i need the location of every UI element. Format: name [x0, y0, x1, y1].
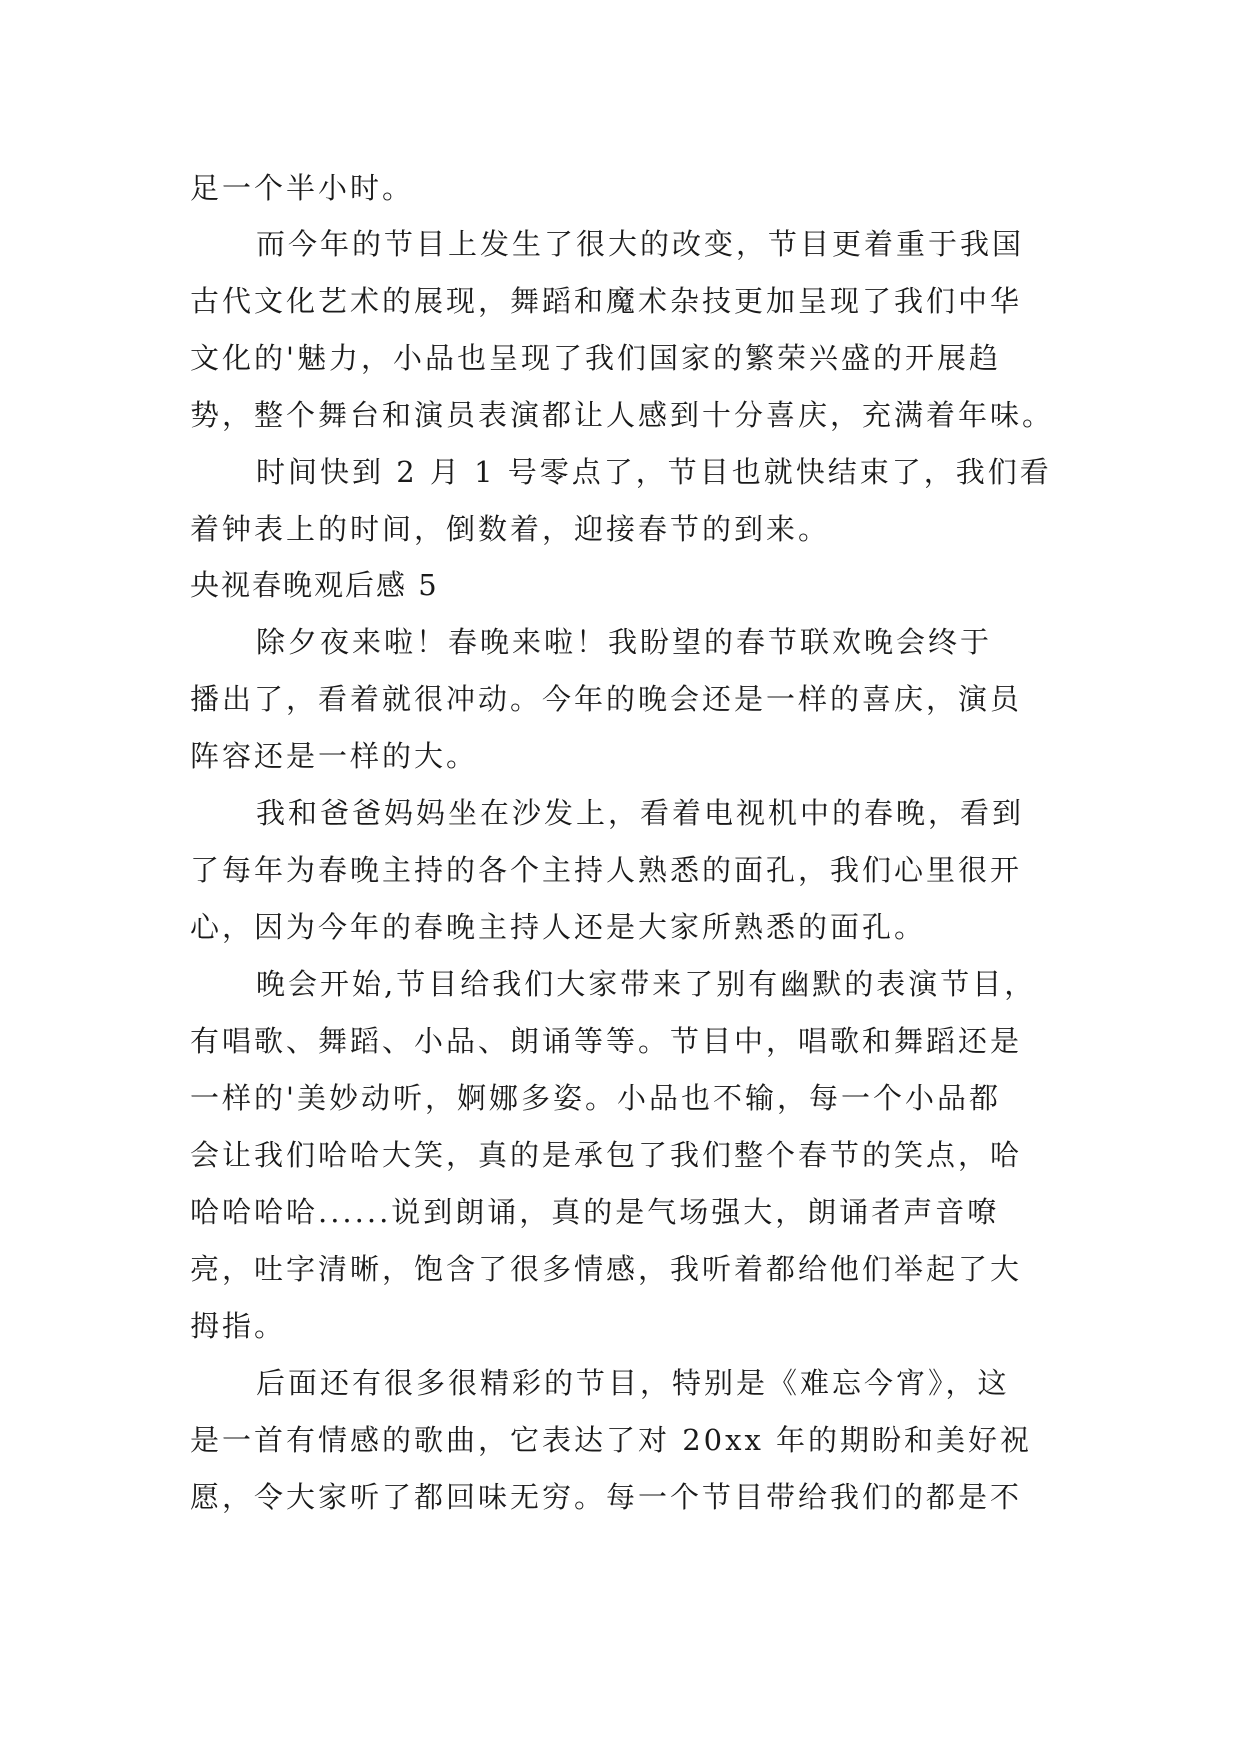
paragraph-first-line: 时间快到 2 月 1 号零点了，节目也就快结束了，我们看 — [256, 455, 1052, 489]
text-line: 拇指。 — [190, 1309, 287, 1343]
text-line: 了每年为春晚主持的各个主持人熟悉的面孔，我们心里很开 — [190, 853, 1023, 887]
text-line: 会让我们哈哈大笑，真的是承包了我们整个春节的笑点，哈 — [190, 1138, 1023, 1172]
paragraph-first-line: 除夕夜来啦！春晚来啦！我盼望的春节联欢晚会终于 — [256, 625, 993, 659]
text-line: 亮，吐字清晰，饱含了很多情感，我听着都给他们举起了大 — [190, 1252, 1023, 1286]
text-line: 文化的'魅力，小品也呈现了我们国家的繁荣兴盛的开展趋 — [190, 341, 1001, 375]
text-line: 足一个半小时。 — [190, 171, 415, 205]
text-line: 愿，令大家听了都回味无穷。每一个节目带给我们的都是不 — [190, 1480, 1023, 1514]
text-line: 心，因为今年的春晚主持人还是大家所熟悉的面孔。 — [190, 910, 927, 944]
paragraph-first-line: 晚会开始,节目给我们大家带来了别有幽默的表演节目， — [256, 967, 1037, 1001]
text-line: 一样的'美妙动听，婀娜多姿。小品也不输，每一个小品都 — [190, 1081, 1001, 1115]
text-line: 阵容还是一样的大。 — [190, 739, 479, 773]
text-line: 有唱歌、舞蹈、小品、朗诵等等。节目中，唱歌和舞蹈还是 — [190, 1024, 1023, 1058]
text-line: 是一首有情感的歌曲，它表达了对 20xx 年的期盼和美好祝 — [190, 1423, 1033, 1457]
paragraph-first-line: 而今年的节目上发生了很大的改变，节目更着重于我国 — [256, 227, 1025, 261]
text-line: 古代文化艺术的展现，舞蹈和魔术杂技更加呈现了我们中华 — [190, 284, 1023, 318]
text-line: 哈哈哈哈......说到朗诵，真的是气场强大，朗诵者声音嘹 — [190, 1195, 1000, 1229]
paragraph-first-line: 我和爸爸妈妈坐在沙发上，看着电视机中的春晚，看到 — [256, 796, 1025, 830]
text-line: 播出了，看着就很冲动。今年的晚会还是一样的喜庆，演员 — [190, 682, 1023, 716]
section-heading: 央视春晚观后感 5 — [190, 568, 439, 602]
paragraph-first-line: 后面还有很多很精彩的节目，特别是《难忘今宵》，这 — [256, 1366, 1010, 1400]
text-line: 势，整个舞台和演员表演都让人感到十分喜庆，充满着年味。 — [190, 398, 1055, 432]
text-line: 着钟表上的时间，倒数着，迎接春节的到来。 — [190, 512, 831, 546]
